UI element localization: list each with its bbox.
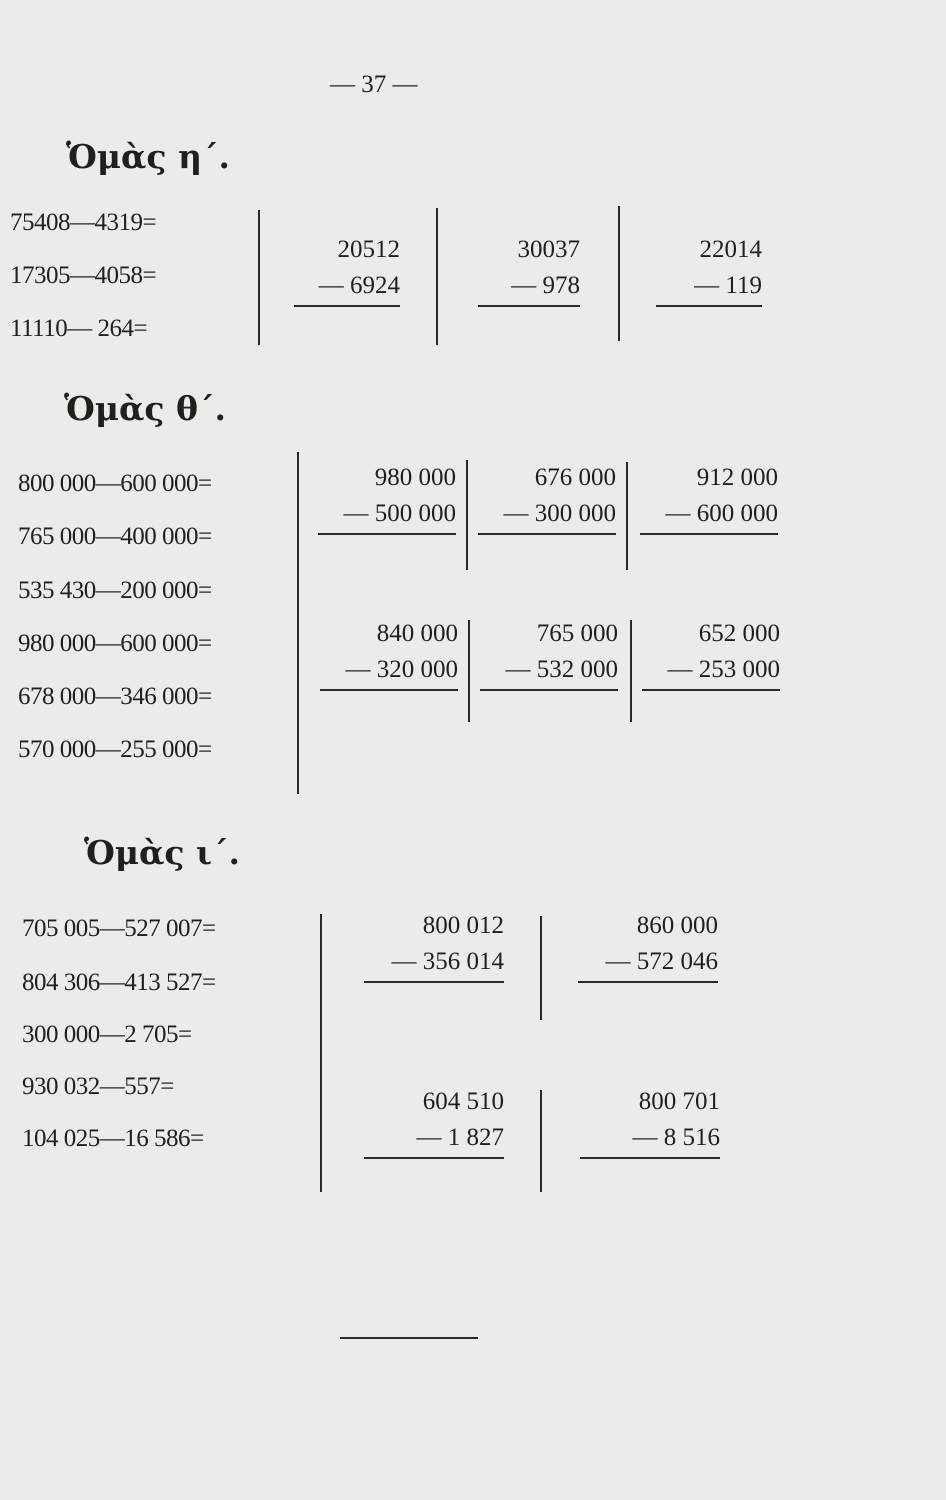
minuend: 840 000 xyxy=(376,620,458,647)
exercise: 800 000—600 000= xyxy=(18,470,212,497)
subtrahend: — 6924 xyxy=(318,272,400,299)
minuend: 30037 xyxy=(517,236,580,263)
minuend: 860 000 xyxy=(636,912,718,939)
subtrahend: — 8 516 xyxy=(632,1124,720,1151)
subtrahend: — 532 000 xyxy=(505,656,618,683)
subtrahend: — 320 000 xyxy=(345,656,458,683)
result-line xyxy=(478,305,580,307)
subtrahend: — 572 046 xyxy=(605,948,718,975)
worked-subtraction xyxy=(364,908,504,983)
column-divider xyxy=(258,210,260,345)
column-divider xyxy=(466,460,468,570)
group-title-eta: Ὁμὰς η΄. xyxy=(66,137,230,176)
subtrahend: — 600 000 xyxy=(665,500,778,527)
result-line xyxy=(578,981,718,983)
group-title-iota: Ὁμὰς ι΄. xyxy=(84,833,240,872)
worked-subtraction xyxy=(294,232,400,307)
column-divider xyxy=(540,916,542,1020)
exercise: 11110— 264= xyxy=(10,315,148,342)
minuend: 800 012 xyxy=(422,912,504,939)
worked-subtraction xyxy=(478,232,580,307)
worked-subtraction xyxy=(640,460,778,535)
worked-subtraction xyxy=(656,232,762,307)
column-divider xyxy=(297,452,299,794)
minuend: 800 701 xyxy=(638,1088,720,1115)
column-divider xyxy=(540,1090,542,1192)
exercise: 678 000—346 000= xyxy=(18,683,212,710)
subtrahend: — 119 xyxy=(694,272,762,299)
page-number: — 37 — xyxy=(330,71,418,98)
worked-subtraction xyxy=(580,1084,720,1159)
column-divider xyxy=(320,914,322,1192)
result-line xyxy=(364,1157,504,1159)
exercise: 104 025—16 586= xyxy=(22,1125,204,1152)
result-line xyxy=(478,533,616,535)
worked-subtraction xyxy=(318,460,456,535)
column-divider xyxy=(618,206,620,341)
minuend: 20512 xyxy=(337,236,400,263)
exercise: 75408—4319= xyxy=(10,209,157,236)
worked-subtraction xyxy=(480,616,618,691)
result-line xyxy=(318,533,456,535)
exercise: 804 306—413 527= xyxy=(22,969,216,996)
subtrahend: — 1 827 xyxy=(416,1124,504,1151)
result-line xyxy=(480,689,618,691)
result-line xyxy=(320,689,458,691)
section-end-rule xyxy=(340,1337,478,1339)
worked-subtraction xyxy=(642,616,780,691)
result-line xyxy=(364,981,504,983)
minuend: 980 000 xyxy=(374,464,456,491)
result-line xyxy=(640,533,778,535)
group-title-theta: Ὁμὰς θ΄. xyxy=(64,389,226,428)
subtrahend: — 500 000 xyxy=(343,500,456,527)
subtrahend: — 978 xyxy=(511,272,580,299)
exercise: 765 000—400 000= xyxy=(18,523,212,550)
minuend: 765 000 xyxy=(536,620,618,647)
exercise: 705 005—527 007= xyxy=(22,915,216,942)
worked-subtraction xyxy=(578,908,718,983)
exercise: 930 032—557= xyxy=(22,1073,174,1100)
exercise: 17305—4058= xyxy=(10,262,157,289)
minuend: 676 000 xyxy=(534,464,616,491)
worked-subtraction xyxy=(364,1084,504,1159)
column-divider xyxy=(468,620,470,722)
worked-subtraction xyxy=(320,616,458,691)
exercise: 570 000—255 000= xyxy=(18,736,212,763)
minuend: 652 000 xyxy=(698,620,780,647)
subtrahend: — 356 014 xyxy=(391,948,504,975)
column-divider xyxy=(436,208,438,345)
exercise: 980 000—600 000= xyxy=(18,630,212,657)
exercise: 300 000—2 705= xyxy=(22,1021,192,1048)
result-line xyxy=(642,689,780,691)
result-line xyxy=(294,305,400,307)
result-line xyxy=(656,305,762,307)
exercise: 535 430—200 000= xyxy=(18,577,212,604)
subtrahend: — 253 000 xyxy=(667,656,780,683)
column-divider xyxy=(626,462,628,570)
minuend: 912 000 xyxy=(696,464,778,491)
column-divider xyxy=(630,620,632,722)
result-line xyxy=(580,1157,720,1159)
minuend: 22014 xyxy=(699,236,762,263)
worked-subtraction xyxy=(478,460,616,535)
minuend: 604 510 xyxy=(422,1088,504,1115)
subtrahend: — 300 000 xyxy=(503,500,616,527)
